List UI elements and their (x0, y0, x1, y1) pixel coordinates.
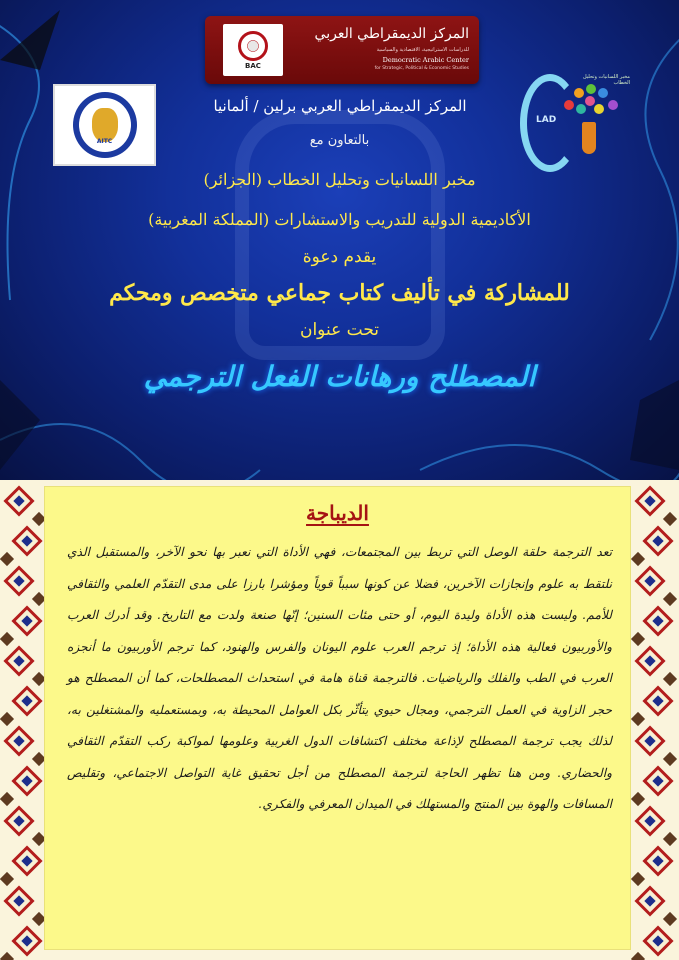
pattern-diamond-icon (3, 485, 34, 516)
aitc-logo (53, 84, 156, 166)
pattern-diamond-icon (634, 485, 665, 516)
pattern-diamond-icon (3, 645, 34, 676)
right-border-pattern (631, 480, 679, 960)
bac-logo (223, 24, 283, 76)
bac-emblem-icon (238, 31, 268, 61)
pattern-diamond-icon (3, 885, 34, 916)
pattern-diamond-icon (11, 765, 42, 796)
pattern-zigzag-icon (663, 832, 677, 846)
aitc-emblem-icon (73, 92, 137, 158)
pattern-diamond-icon (11, 525, 42, 556)
preamble-section (0, 480, 679, 960)
pattern-zigzag-icon (32, 592, 46, 606)
pattern-diamond-icon (642, 925, 673, 956)
pattern-diamond-icon (11, 605, 42, 636)
pattern-diamond-icon (3, 565, 34, 596)
pattern-zigzag-icon (631, 552, 645, 566)
under-title-line: تحت عنوان (299, 320, 380, 340)
pattern-diamond-icon (3, 805, 34, 836)
pattern-diamond-icon (634, 725, 665, 756)
pattern-diamond-icon (634, 645, 665, 676)
preamble-title: الديباجة (306, 501, 369, 525)
pattern-diamond-icon (642, 845, 673, 876)
pattern-zigzag-icon (663, 752, 677, 766)
pattern-diamond-icon (3, 725, 34, 756)
pattern-zigzag-icon (663, 512, 677, 526)
pattern-zigzag-icon (0, 632, 14, 646)
pattern-zigzag-icon (631, 952, 645, 960)
pattern-zigzag-icon (32, 832, 46, 846)
pattern-diamond-icon (642, 765, 673, 796)
lad-caption: مخبر اللسانيات وتحليل الخطاب (582, 74, 630, 86)
dac-english-subtitle: for Strategic, Political & Economic Studies (374, 66, 469, 71)
pattern-zigzag-icon (0, 952, 14, 960)
left-border-pattern (0, 480, 48, 960)
aitc-label: AITC (96, 138, 113, 145)
dac-english-name: Democratic Arabic Center (382, 56, 469, 64)
invitation-line: يقدم دعوة (302, 247, 377, 267)
participation-line: للمشاركة في تأليف كتاب جماعي متخصص ومحكم (109, 280, 570, 306)
pattern-zigzag-icon (663, 672, 677, 686)
academy-line: الأكاديمية الدولية للتدريب والاستشارات (المملكة المغربية) (148, 210, 531, 229)
preamble-panel (45, 487, 630, 949)
organizer-line: المركز الديمقراطي العربي برلين / ألمانيا (213, 97, 467, 115)
pattern-diamond-icon (642, 685, 673, 716)
pattern-zigzag-icon (663, 592, 677, 606)
pattern-zigzag-icon (631, 712, 645, 726)
pattern-zigzag-icon (0, 552, 14, 566)
pattern-diamond-icon (11, 925, 42, 956)
pattern-zigzag-icon (32, 512, 46, 526)
bac-label: BAC (245, 61, 261, 70)
pattern-diamond-icon (642, 525, 673, 556)
pattern-diamond-icon (634, 885, 665, 916)
pattern-zigzag-icon (631, 632, 645, 646)
cooperation-line: بالتعاون مع (309, 133, 370, 148)
pattern-zigzag-icon (0, 792, 14, 806)
pattern-diamond-icon (634, 805, 665, 836)
pattern-zigzag-icon (0, 872, 14, 886)
pattern-diamond-icon (642, 605, 673, 636)
pattern-zigzag-icon (32, 752, 46, 766)
pattern-zigzag-icon (631, 872, 645, 886)
preamble-body: تعد الترجمة حلقة الوصل التي تربط بين المجتمعات، فهي الأداة التي نعبر بها نحو الآخر، والمستقبل الذي نلتقط به علوم وإنجازات الآخرين، فضلا عن كونها سبباً قوياً ومؤشرا بارزا على مدى التقدّم العلمي والثقافي للأمم. وليست هذه الأداة وليدة اليوم، أو حتى مئات السنين؛ إنّها صنعة ولدت مع التاريخ. وقد أدرك العرب والأوربيون فعالية هذه الأداة؛ إذ ترجم العرب علوم اليونان والفرس والهنود، كما ترجم الأوربيون ما أنجزه العرب في الطب والفلك والرياضيات. فالترجمة قناة هامة في استحداث المصطلحات، كما أن المصطلح هو حجر الزاوية في العمل الترجمي، ومجال حيوي يتأثّر بكل العوامل المحيطة به، وبمستعمليه والمشتغلين به، لذلك يجب ترجمة المصطلح لإذاعة مختلف اكتشافات الدول الغربية وعلومها لمواكبة ركب التقدّم الثقافي والحضاري. ومن هنا تظهر الحاجة لترجمة المصطلح من أجل تحقيق غاية التواصل الاجتماعي، وتقليص المسافات والهوة بين المنتج والمستهلك في الميدان المعرفي والفكري. (67, 545, 612, 811)
pattern-diamond-icon (634, 565, 665, 596)
pattern-zigzag-icon (631, 792, 645, 806)
lad-logo (520, 70, 630, 180)
dac-arabic-subtitle: للدراسات الاستراتيجية، الاقتصادية والسياسية (376, 47, 469, 53)
pattern-diamond-icon (11, 845, 42, 876)
democratic-arabic-center-logo (205, 16, 479, 84)
pattern-zigzag-icon (32, 912, 46, 926)
dac-arabic-name: المركز الديمقراطي العربي (314, 26, 469, 42)
lab-line: مخبر اللسانيات وتحليل الخطاب (الجزائر) (203, 170, 476, 189)
book-title: المصطلح ورهانات الفعل الترجمي (143, 360, 536, 393)
lad-label: LAD (536, 115, 557, 125)
pattern-diamond-icon (11, 685, 42, 716)
pattern-zigzag-icon (0, 712, 14, 726)
pattern-zigzag-icon (663, 912, 677, 926)
pattern-zigzag-icon (32, 672, 46, 686)
